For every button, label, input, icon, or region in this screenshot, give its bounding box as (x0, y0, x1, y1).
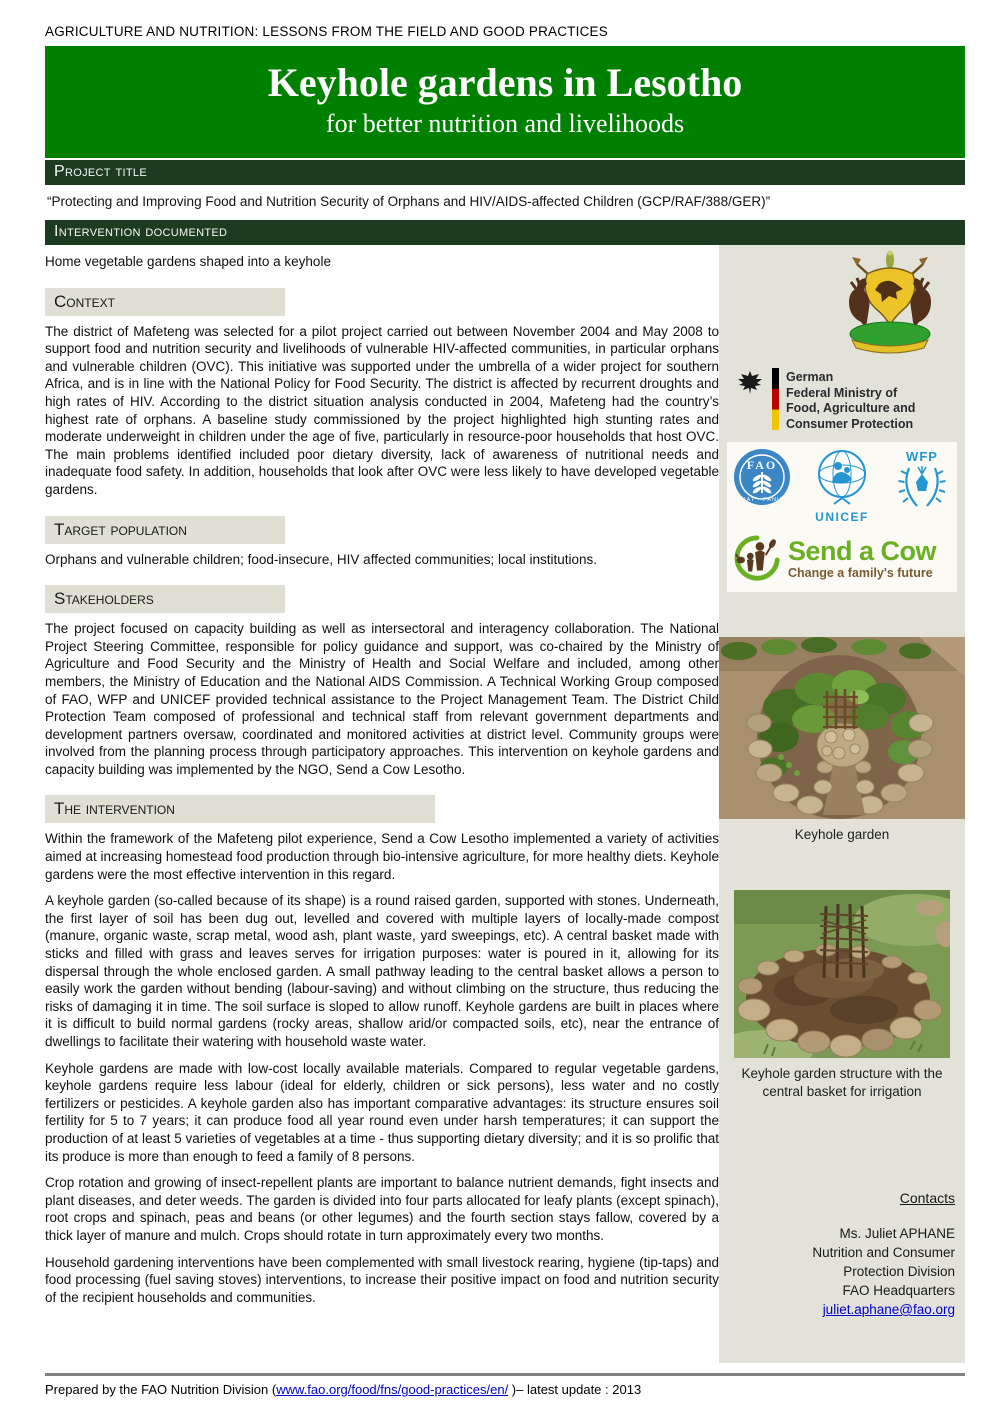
section-header-context (45, 288, 285, 316)
page-title: Keyhole gardens in Lesotho (267, 60, 743, 105)
main-column (45, 245, 719, 1306)
intervention-paragraph-5: Household gardening interventions have been complemented with small livestock rearing, hygiene (tip-taps) and food processing (fuel saving stoves) interventions, to increase their positive impact on food and nutrition security of the recipient households and communities. (45, 1254, 719, 1305)
footer-text-suffix: )– latest update : 2013 (508, 1382, 642, 1397)
project-title-text: “Protecting and Improving Food and Nutrition Security of Orphans and HIV/AIDS-affected Children (GCP/RAF/388/GER)” (47, 194, 771, 209)
fao-motto: FIAT · PANIS (739, 497, 785, 503)
page-subtitle: for better nutrition and livelihoods (325, 109, 685, 138)
send-a-cow-name: Send a Cow (788, 536, 937, 566)
content-columns (45, 245, 965, 1363)
contact-division-line: Protection Division (843, 1264, 955, 1279)
german-ministry-line: Federal Ministry of (786, 385, 898, 400)
stakeholders-paragraph: The project focused on capacity building as well as intersectoral and interagency collaboration. The National Project Steering Committee, responsible for policy guidance and support, was co-chaired by the Ministry of Agriculture and Food Security and the Ministry of Health and Social Welfare and included, among other members, the Ministry of Education and the National AIDS Commission. A Technical Working Group composed of FAO, WFP and UNICEF provided technical assistance to the Project Management Team. The District Child Protection Team composed of professional and technical staff from relevant government departments and development partners oversaw, coordinated and monitored activities at district level. Community groups were involved from the planning process through participatory approaches. This intervention on keyhole gardens and capacity building was implemented by the NGO, Send a Cow Lesotho. (45, 621, 719, 777)
contact-org: FAO Headquarters (842, 1283, 955, 1298)
section-header-intervention-documented (45, 220, 965, 245)
section-heading-the-intervention: The intervention (54, 799, 175, 819)
section-heading-context: Context (54, 291, 115, 311)
contact-email-link[interactable]: juliet.aphane@fao.org (822, 1302, 955, 1317)
intervention-documented-text: Home vegetable gardens shaped into a keyhole (45, 254, 331, 269)
section-heading-project-title: Project title (54, 163, 147, 180)
contacts-block (719, 1189, 955, 1319)
footer-text-prefix: Prepared by the FAO Nutrition Division ( (45, 1382, 277, 1397)
send-a-cow-tagline: Change a family's future (788, 566, 933, 580)
lesotho-coat-of-arms-icon (827, 250, 953, 354)
footer-url-link[interactable]: www.fao.org/food/fns/good-practices/en/ (276, 1382, 509, 1397)
unicef-label: UNICEF (815, 510, 869, 524)
un-agency-logos (727, 442, 957, 530)
german-ministry-line: Consumer Protection (786, 416, 914, 431)
fao-acronym: FAO (746, 458, 778, 472)
photo-caption: Keyhole garden structure with the central basket for irrigation (741, 1066, 943, 1099)
send-a-cow-text (788, 537, 936, 581)
page-footer (45, 1373, 965, 1397)
fao-logo-icon (733, 448, 791, 506)
context-paragraph: The district of Mafeteng was selected for a pilot project carried out between November 2004 and May 2008 to support food and nutrition security and livelihoods of vulnerable HIV-affected communities, in particular orphans and vulnerable children (OVC). This initiative was supported under the umbrella of a wider project for southern Africa, and is in line with the National Policy for Food Security. The district is affected by recurrent droughts and high rates of HIV. According to the district situation analysis conducted in 2004, Mafeteng had the country’s highest rate of orphans. A baseline study commissioned by the project highlighted high stunting rates and moderate underweight in children under the age of five, particularly in resource-poor households that host OVC. The main problems identified included poor dietary diversity, lack of awareness of nutritional needs and inadequate food safety. In addition, households that look after OVC were less likely to have developed vegetable gardens. (45, 323, 719, 497)
intervention-paragraph-4: Crop rotation and growing of insect-repellent plants are important to balance nutrient demands, fight insects and plant diseases, and deter weeds. The garden is divided into four parts allocated for leafy plants (except spinach), root crops and spinach, peas and beans (or other legumes) and the fourth section stays fallow, covered by a thick layer of manure and mulch. Crops should rotate in turn approximately every two months. (45, 1175, 719, 1243)
german-ministry-line: Food, Agriculture and (786, 401, 916, 415)
keyhole-garden-structure-photo (734, 890, 950, 1058)
section-header-stakeholders (45, 585, 285, 613)
photo-caption: Keyhole garden (794, 827, 890, 842)
german-flag-stripe-icon (772, 368, 779, 430)
wfp-logo-icon (893, 448, 951, 524)
unicef-logo-icon (812, 448, 872, 524)
german-ministry-line: German (786, 370, 834, 384)
section-heading-target-population: Target population (54, 519, 187, 539)
section-heading-stakeholders: Stakeholders (54, 589, 154, 609)
title-banner (45, 46, 965, 158)
german-ministry-text (786, 368, 915, 432)
section-header-target-population (45, 516, 285, 544)
intervention-paragraph-3: Keyhole gardens are made with low-cost locally available materials. Compared to regular vegetable gardens, keyhole gardens require less labour (ideal for elderly, children or sick persons), less water and no costly fertilizers or pesticides. A keyhole garden also has important comparative advantages: its structure ensures soil fertility for 5 to 7 years; it can produce food all year round even under harsh temperatures; it can support the production of at least 5 varieties of vegetables at a time - thus supporting dietary diversity; and it is so prolific that its produce is more than enough to feed a family of 8 persons. (45, 1060, 719, 1164)
page-kicker: AGRICULTURE AND NUTRITION: LESSONS FROM THE FIELD AND GOOD PRACTICES (45, 24, 608, 39)
section-header-project-title (45, 160, 965, 185)
send-a-cow-logo (727, 530, 957, 592)
sidebar (719, 245, 965, 1363)
section-header-the-intervention (45, 795, 435, 823)
section-heading-intervention-documented: Intervention documented (54, 223, 228, 240)
keyhole-garden-photo (719, 637, 965, 819)
lesotho-coat-of-arms-logo (827, 250, 953, 359)
german-eagle-icon (735, 368, 765, 396)
contact-name: Ms. Juliet APHANE (839, 1226, 955, 1241)
contact-division-line: Nutrition and Consumer (812, 1245, 955, 1260)
wfp-label: WFP (906, 449, 938, 464)
send-a-cow-icon (733, 534, 783, 584)
intervention-paragraph-1: Within the framework of the Mafeteng pilot experience, Send a Cow Lesotho implemented a variety of activities aimed at increasing homestead food production through bio-intensive agriculture, for more healthy diets. Keyhole gardens were the most effective intervention in this regard. (45, 831, 719, 882)
contacts-heading: Contacts (899, 1190, 955, 1206)
german-ministry-logo (735, 368, 959, 432)
intervention-paragraph-2: A keyhole garden (so-called because of its shape) is a round raised garden, supported with stones. Underneath, the first layer of soil has been dug out, levelled and covered with multiple layers of locally-made compost (manure, organic waste, scrap metal, wood ash, plant waste, yard sweepings, etc). A central basket made with sticks and filled with grass and leaves serves for irrigation purposes: water is poured in it, allowing for its dispersal through the whole enclosed garden. A small pathway leading to the central basket allows a person to easily work the garden without bending (labour-saving) and without climbing on the structure, thus reducing the risks of damaging it in time. The soil surface is sloped to allow runoff. Keyhole gardens are built in places where it is difficult to build normal gardens (rocky areas, shallow arid/or compacted soils, etc), near the entrance of dwellings to facilitate their watering with household waste water. (45, 893, 719, 1049)
target-population-text: Orphans and vulnerable children; food-insecure, HIV affected communities; local institutions. (45, 551, 598, 567)
